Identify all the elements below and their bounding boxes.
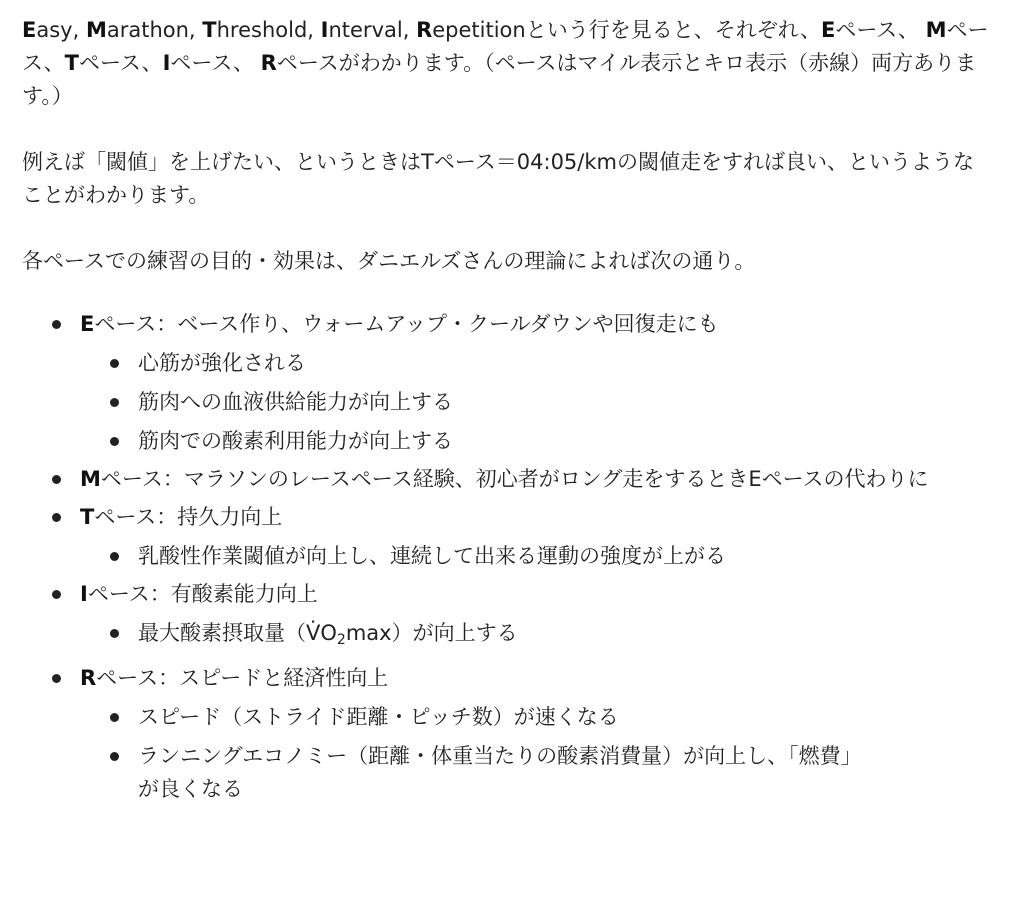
intro-text-f: ペースがわかります。（ペースはマイル表示とキロ表示（赤線）両方あります。） xyxy=(22,51,977,108)
marathon-initial: M xyxy=(85,18,107,42)
intro-m-letter: M xyxy=(925,18,947,42)
intro-text-e: ペース、 xyxy=(170,51,261,75)
intro-text-a: という行を見ると、それぞれ、 xyxy=(525,18,821,42)
intro-i-letter: I xyxy=(162,51,171,75)
interval-rest: nterval, xyxy=(328,18,417,42)
pace-letter-m: M xyxy=(80,467,101,491)
pace-item-m xyxy=(22,463,930,496)
pace-r-sub-item: ランニングエコノミー（距離・体重当たりの酸素消費量）が向上し、「燃費」が良くなる xyxy=(22,740,858,806)
interval-initial: I xyxy=(320,18,329,42)
easy-rest: asy, xyxy=(36,18,86,42)
intro-text-c: ペース、 xyxy=(22,18,989,75)
pace-letter-t: T xyxy=(80,505,95,529)
pace-desc-r: ペース：スピードと経済性向上 xyxy=(96,666,389,690)
intro-text-d: ペース、 xyxy=(78,51,163,75)
easy-initial: E xyxy=(22,18,37,42)
marathon-rest: arathon, xyxy=(106,18,203,42)
pace-letter-e: E xyxy=(80,312,95,336)
threshold-initial: T xyxy=(202,18,217,42)
pace-letter-r: R xyxy=(80,666,97,690)
pace-item-i xyxy=(22,578,1002,611)
repetition-rest: epetition xyxy=(432,18,526,42)
pace-list xyxy=(22,308,1002,806)
pace-e-sub-item: 筋肉への血液供給能力が向上する xyxy=(22,386,1002,419)
pace-r-sub-item: スピード（ストライド距離・ピッチ数）が速くなる xyxy=(22,701,1002,734)
pace-e-sub-item: 心筋が強化される xyxy=(22,347,1002,380)
pace-desc-t: ペース：持久力向上 xyxy=(94,505,283,529)
pace-item-r xyxy=(22,662,1002,695)
threshold-rest: hreshold, xyxy=(216,18,321,42)
intro-text-b: ペース、 xyxy=(835,18,926,42)
intro-r-letter: R xyxy=(260,51,277,75)
example-paragraph: 例えば「閾値」を上げたい、というときはTペース＝04:05/kmの閾値走をすれば良い、というようなことがわかります。 xyxy=(22,150,974,207)
pace-desc-m: ペース：マラソンのレースペース経験、初心者がロング走をするときEペースの代わりに xyxy=(100,467,929,491)
intro-t-letter: T xyxy=(64,51,79,75)
pace-desc-i: ペース：有酸素能力向上 xyxy=(87,582,318,606)
pace-e-sub-item: 筋肉での酸素利用能力が向上する xyxy=(22,425,1002,458)
pace-item-e xyxy=(22,308,1002,341)
pace-desc-e: ペース：ベース作り、ウォームアップ・クールダウンや回復走にも xyxy=(94,312,719,336)
pace-i-sub-item xyxy=(22,617,1002,657)
pace-letter-i: I xyxy=(80,582,88,606)
pace-item-t xyxy=(22,501,1002,534)
repetition-initial: R xyxy=(416,18,433,42)
intro-paragraph xyxy=(22,14,1000,113)
vo2-subscript: 2 xyxy=(336,632,346,648)
vo2-post: max）が向上する xyxy=(345,621,518,645)
pace-t-sub-item: 乳酸性作業閾値が向上し、連続して出来る運動の強度が上がる xyxy=(22,540,1002,573)
intro-e-letter: E xyxy=(820,18,836,42)
purpose-paragraph: 各ペースでの練習の目的・効果は、ダニエルズさんの理論によれば次の通り。 xyxy=(22,249,756,273)
vo2-pre: 最大酸素摂取量（V̇O xyxy=(138,621,337,645)
